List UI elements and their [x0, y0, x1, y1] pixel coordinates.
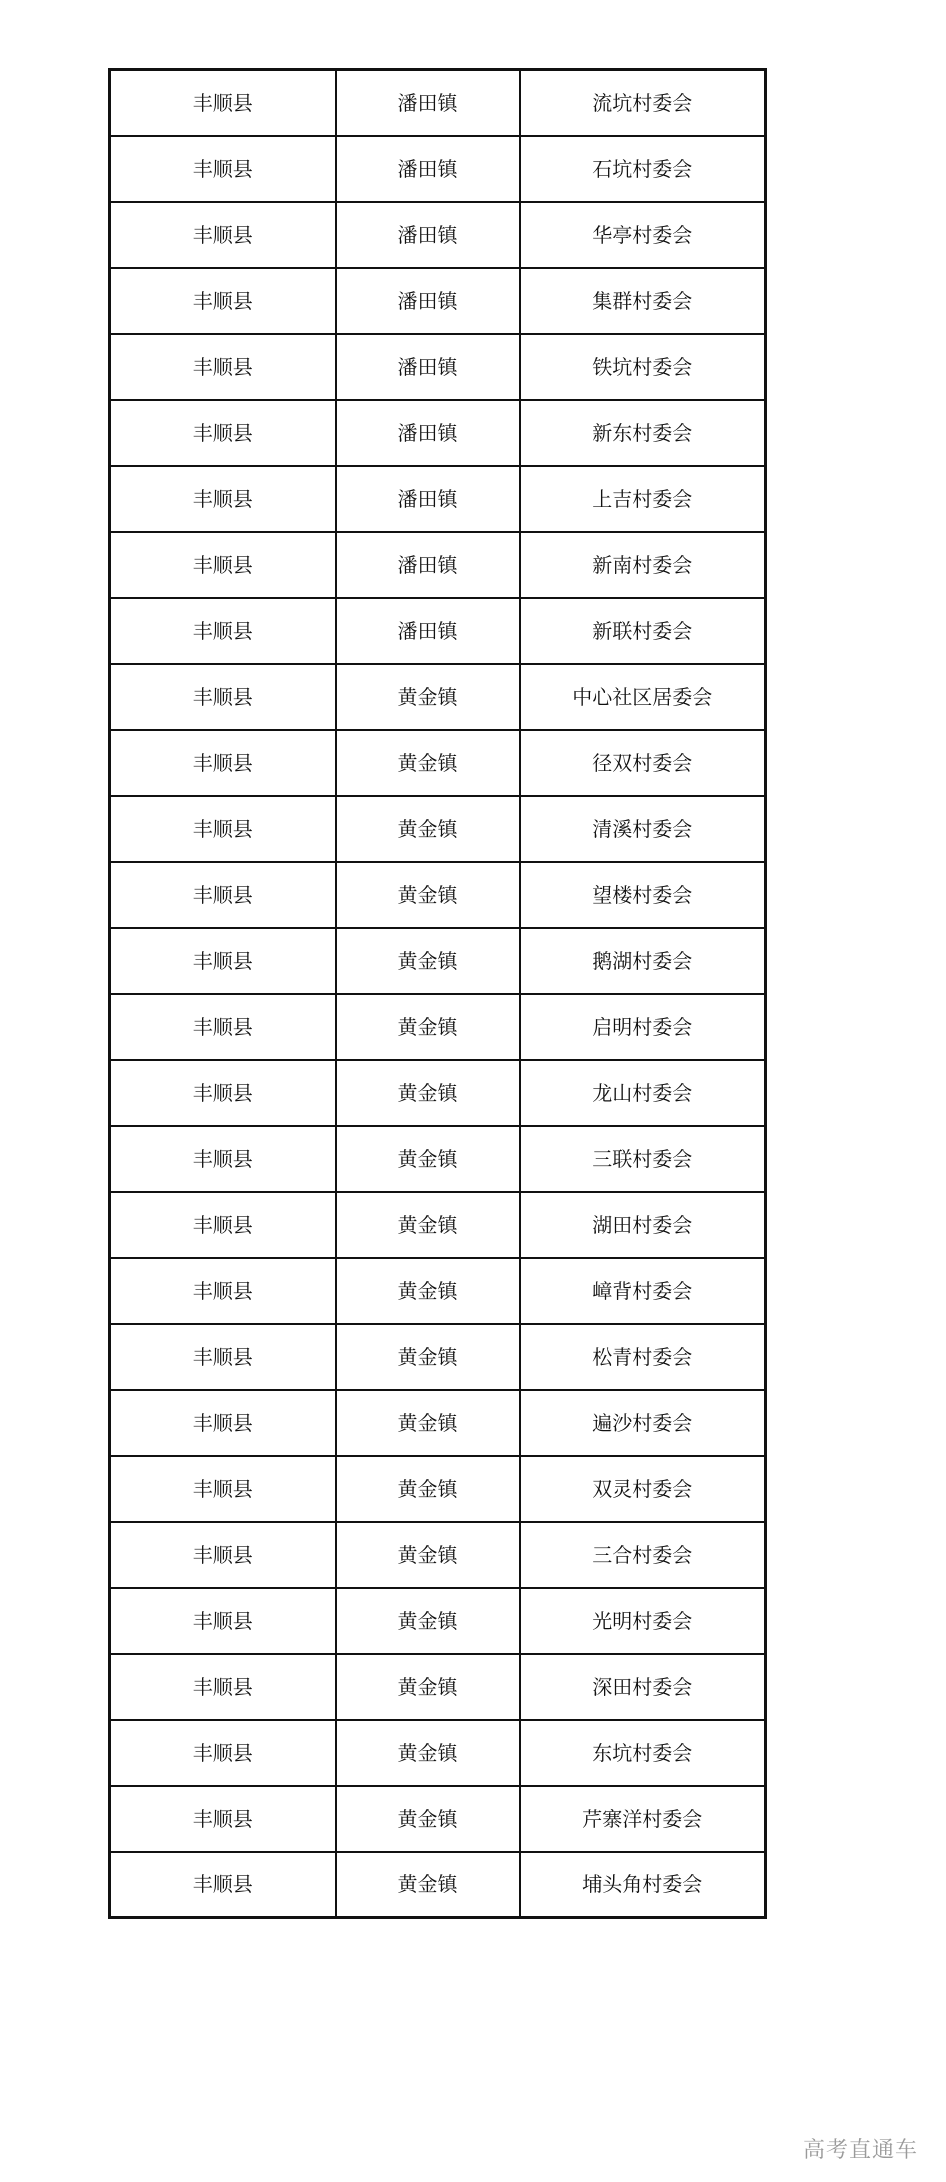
town-cell: 黄金镇	[336, 1456, 520, 1522]
table-row	[110, 268, 766, 334]
table-row	[110, 796, 766, 862]
table-row	[110, 532, 766, 598]
county-cell: 丰顺县	[110, 466, 336, 532]
county-cell: 丰顺县	[110, 1324, 336, 1390]
village-cell: 华亭村委会	[520, 202, 766, 268]
table-row	[110, 202, 766, 268]
table-body	[110, 70, 766, 1918]
county-cell: 丰顺县	[110, 1852, 336, 1918]
town-cell: 黄金镇	[336, 1324, 520, 1390]
town-cell: 黄金镇	[336, 1126, 520, 1192]
table-row	[110, 598, 766, 664]
village-cell: 埔头角村委会	[520, 1852, 766, 1918]
town-cell: 黄金镇	[336, 1258, 520, 1324]
town-cell: 黄金镇	[336, 1654, 520, 1720]
village-cell: 启明村委会	[520, 994, 766, 1060]
village-cell: 径双村委会	[520, 730, 766, 796]
village-cell: 铁坑村委会	[520, 334, 766, 400]
town-cell: 潘田镇	[336, 202, 520, 268]
table-row	[110, 1192, 766, 1258]
table-row	[110, 1390, 766, 1456]
county-cell: 丰顺县	[110, 1258, 336, 1324]
table-row	[110, 1654, 766, 1720]
town-cell: 黄金镇	[336, 862, 520, 928]
county-cell: 丰顺县	[110, 730, 336, 796]
county-cell: 丰顺县	[110, 1720, 336, 1786]
town-cell: 黄金镇	[336, 796, 520, 862]
town-cell: 黄金镇	[336, 1522, 520, 1588]
town-cell: 潘田镇	[336, 598, 520, 664]
county-cell: 丰顺县	[110, 1588, 336, 1654]
town-cell: 黄金镇	[336, 1588, 520, 1654]
village-cell: 芹寨洋村委会	[520, 1786, 766, 1852]
table-row	[110, 466, 766, 532]
village-cell: 东坑村委会	[520, 1720, 766, 1786]
county-cell: 丰顺县	[110, 202, 336, 268]
village-cell: 新联村委会	[520, 598, 766, 664]
village-list-table	[108, 68, 767, 1919]
town-cell: 黄金镇	[336, 928, 520, 994]
village-cell: 遍沙村委会	[520, 1390, 766, 1456]
county-cell: 丰顺县	[110, 598, 336, 664]
village-cell: 中心社区居委会	[520, 664, 766, 730]
table-row	[110, 1060, 766, 1126]
town-cell: 潘田镇	[336, 334, 520, 400]
table-row	[110, 664, 766, 730]
village-cell: 光明村委会	[520, 1588, 766, 1654]
county-cell: 丰顺县	[110, 1456, 336, 1522]
village-cell: 望楼村委会	[520, 862, 766, 928]
table-row	[110, 1126, 766, 1192]
village-cell: 深田村委会	[520, 1654, 766, 1720]
town-cell: 黄金镇	[336, 1060, 520, 1126]
town-cell: 黄金镇	[336, 1390, 520, 1456]
town-cell: 潘田镇	[336, 466, 520, 532]
county-cell: 丰顺县	[110, 400, 336, 466]
village-cell: 双灵村委会	[520, 1456, 766, 1522]
village-cell: 新南村委会	[520, 532, 766, 598]
village-cell: 流坑村委会	[520, 70, 766, 136]
county-cell: 丰顺县	[110, 796, 336, 862]
table-row	[110, 1588, 766, 1654]
town-cell: 黄金镇	[336, 994, 520, 1060]
county-cell: 丰顺县	[110, 862, 336, 928]
town-cell: 黄金镇	[336, 1192, 520, 1258]
county-cell: 丰顺县	[110, 1786, 336, 1852]
county-cell: 丰顺县	[110, 1192, 336, 1258]
county-cell: 丰顺县	[110, 664, 336, 730]
village-cell: 上吉村委会	[520, 466, 766, 532]
town-cell: 潘田镇	[336, 268, 520, 334]
table-row	[110, 862, 766, 928]
table-row	[110, 1258, 766, 1324]
county-cell: 丰顺县	[110, 994, 336, 1060]
town-cell: 黄金镇	[336, 730, 520, 796]
watermark-text: 高考直通车	[802, 2138, 918, 2163]
table-row	[110, 400, 766, 466]
village-cell: 三合村委会	[520, 1522, 766, 1588]
table-row	[110, 1786, 766, 1852]
town-cell: 黄金镇	[336, 1720, 520, 1786]
village-cell: 新东村委会	[520, 400, 766, 466]
county-cell: 丰顺县	[110, 1390, 336, 1456]
town-cell: 潘田镇	[336, 136, 520, 202]
county-cell: 丰顺县	[110, 1060, 336, 1126]
county-cell: 丰顺县	[110, 136, 336, 202]
village-cell: 石坑村委会	[520, 136, 766, 202]
village-cell: 龙山村委会	[520, 1060, 766, 1126]
table-row	[110, 928, 766, 994]
town-cell: 潘田镇	[336, 70, 520, 136]
county-cell: 丰顺县	[110, 70, 336, 136]
table-row	[110, 1852, 766, 1918]
village-cell: 集群村委会	[520, 268, 766, 334]
village-cell: 三联村委会	[520, 1126, 766, 1192]
town-cell: 黄金镇	[336, 1786, 520, 1852]
town-cell: 潘田镇	[336, 532, 520, 598]
village-cell: 嶂背村委会	[520, 1258, 766, 1324]
village-cell: 清溪村委会	[520, 796, 766, 862]
county-cell: 丰顺县	[110, 334, 336, 400]
table-row	[110, 994, 766, 1060]
county-cell: 丰顺县	[110, 532, 336, 598]
table-row	[110, 70, 766, 136]
table-row	[110, 1456, 766, 1522]
table-row	[110, 1324, 766, 1390]
county-cell: 丰顺县	[110, 268, 336, 334]
county-cell: 丰顺县	[110, 1654, 336, 1720]
table-row	[110, 334, 766, 400]
town-cell: 潘田镇	[336, 400, 520, 466]
village-cell: 湖田村委会	[520, 1192, 766, 1258]
table-row	[110, 1720, 766, 1786]
town-cell: 黄金镇	[336, 664, 520, 730]
county-cell: 丰顺县	[110, 1522, 336, 1588]
village-cell: 松青村委会	[520, 1324, 766, 1390]
county-cell: 丰顺县	[110, 1126, 336, 1192]
town-cell: 黄金镇	[336, 1852, 520, 1918]
table-row	[110, 730, 766, 796]
table-row	[110, 1522, 766, 1588]
village-cell: 鹅湖村委会	[520, 928, 766, 994]
county-cell: 丰顺县	[110, 928, 336, 994]
table-row	[110, 136, 766, 202]
